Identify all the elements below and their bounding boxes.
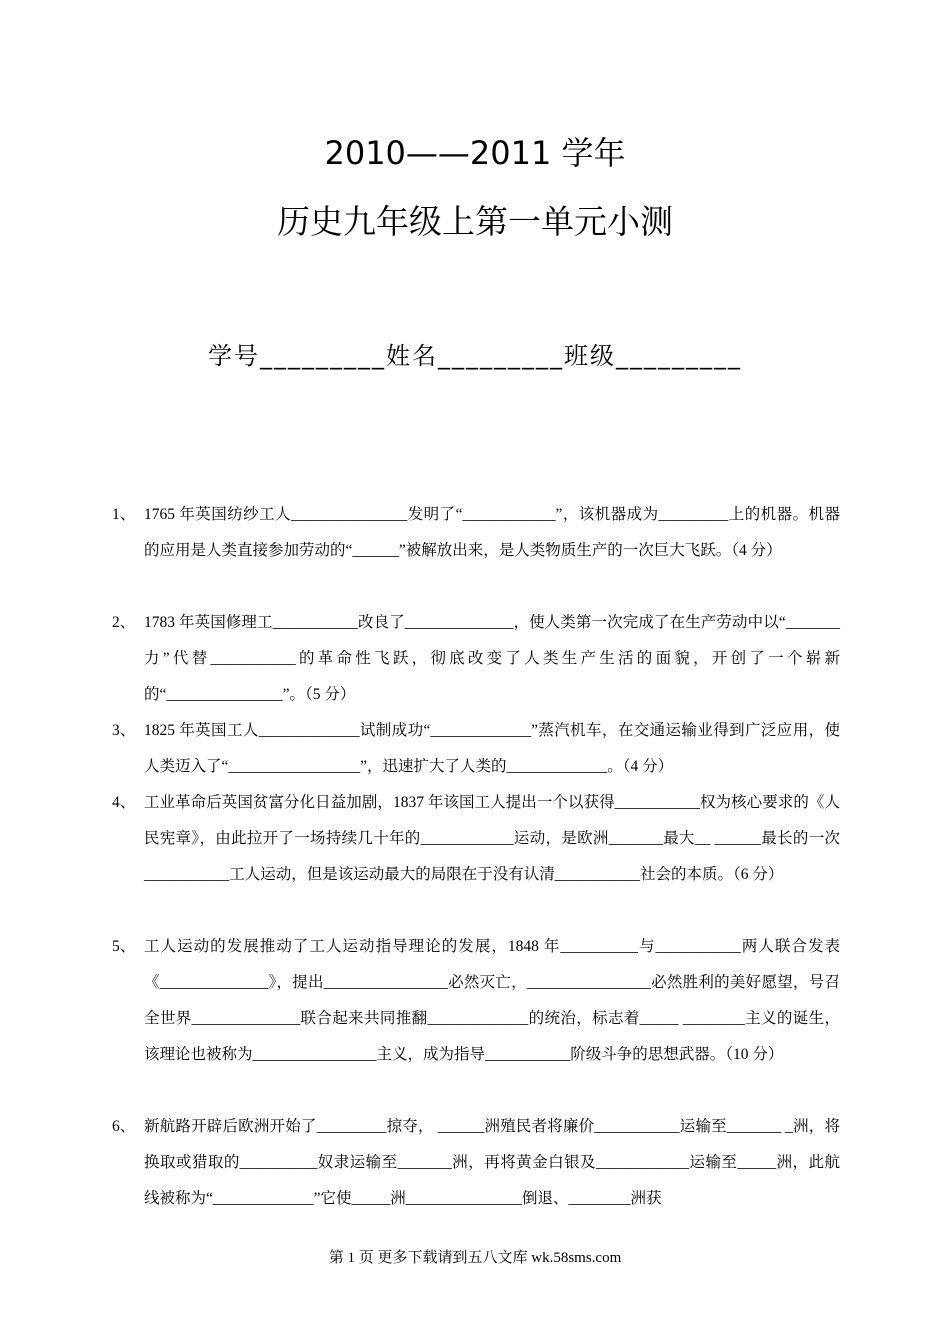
question-text: 新航路开辟后欧洲开始了_________掠夺， ______洲殖民者将廉价___________运输至_______ _洲，将换取或猎取的__________奴隶运输至_______洲，再将黄金白银及____________运输至_____洲，此航线被称为“_____________”它使_____洲_______________倒退、________洲获 xyxy=(144,1118,840,1207)
page-footer: 第 1 页 更多下载请到五八文库 wk.58sms.com xyxy=(328,1250,622,1266)
question-number: 3、 xyxy=(112,722,136,739)
question-number: 4、 xyxy=(112,794,136,811)
question-text: 工业革命后英国贫富分化日益加剧，1837 年该国工人提出一个以获得___________权为核心要求的《人民宪章》，由此拉开了一场持续几十年的____________运动，是欧洲_______最大__ ______最长的一次___________工人运动，但是该运动最大的局限在于没有认清___________社会的本质。（6 分） xyxy=(144,794,840,883)
question-text: 工人运动的发展推动了工人运动指导理论的发展，1848 年__________与___________两人联合发表《______________》，提出________________必然灭亡，________________必然胜利的美好愿望，号召全世界______________联合起来共同推翻_____________的统治，标志着_____ ________主义的诞生，该理论也被称为________________主义，成为指导___________阶级斗争的思想武器。（10 分） xyxy=(144,938,840,1063)
question-4 xyxy=(112,785,840,893)
question-text: 1783 年英国修理工___________改良了______________，使人类第一次完成了在生产劳动中以“_______力”代替___________的革命性飞跃，彻底改变了人类生产生活的面貌，开创了一个崭新的“_______________”。（5 分） xyxy=(144,614,840,703)
question-number: 1、 xyxy=(112,506,136,523)
exam-title: 历史九年级上第一单元小测 xyxy=(277,202,673,241)
question-text: 1765 年英国纺纱工人_______________发明了“____________”，该机器成为_________上的机器。机器的应用是人类直接参加劳动的“______”被解放出来，是人类物质生产的一次巨大飞跃。（4 分） xyxy=(144,506,840,559)
question-number: 6、 xyxy=(112,1118,136,1135)
question-number: 2、 xyxy=(112,614,136,631)
student-info-line: 学号_________姓名_________班级_________ xyxy=(208,342,742,370)
question-1 xyxy=(112,497,840,569)
question-text: 1825 年英国工人_____________试制成功“_____________”蒸汽机车，在交通运输业得到广泛应用，使人类迈入了“_________________”，迅速扩大了人类的_____________。（4 分） xyxy=(144,722,840,775)
school-year-title: 2010——2011 学年 xyxy=(324,134,626,172)
question-number: 5、 xyxy=(112,938,136,955)
question-3 xyxy=(112,713,840,785)
question-2 xyxy=(112,605,840,713)
question-6 xyxy=(112,1109,840,1217)
question-5 xyxy=(112,929,840,1073)
